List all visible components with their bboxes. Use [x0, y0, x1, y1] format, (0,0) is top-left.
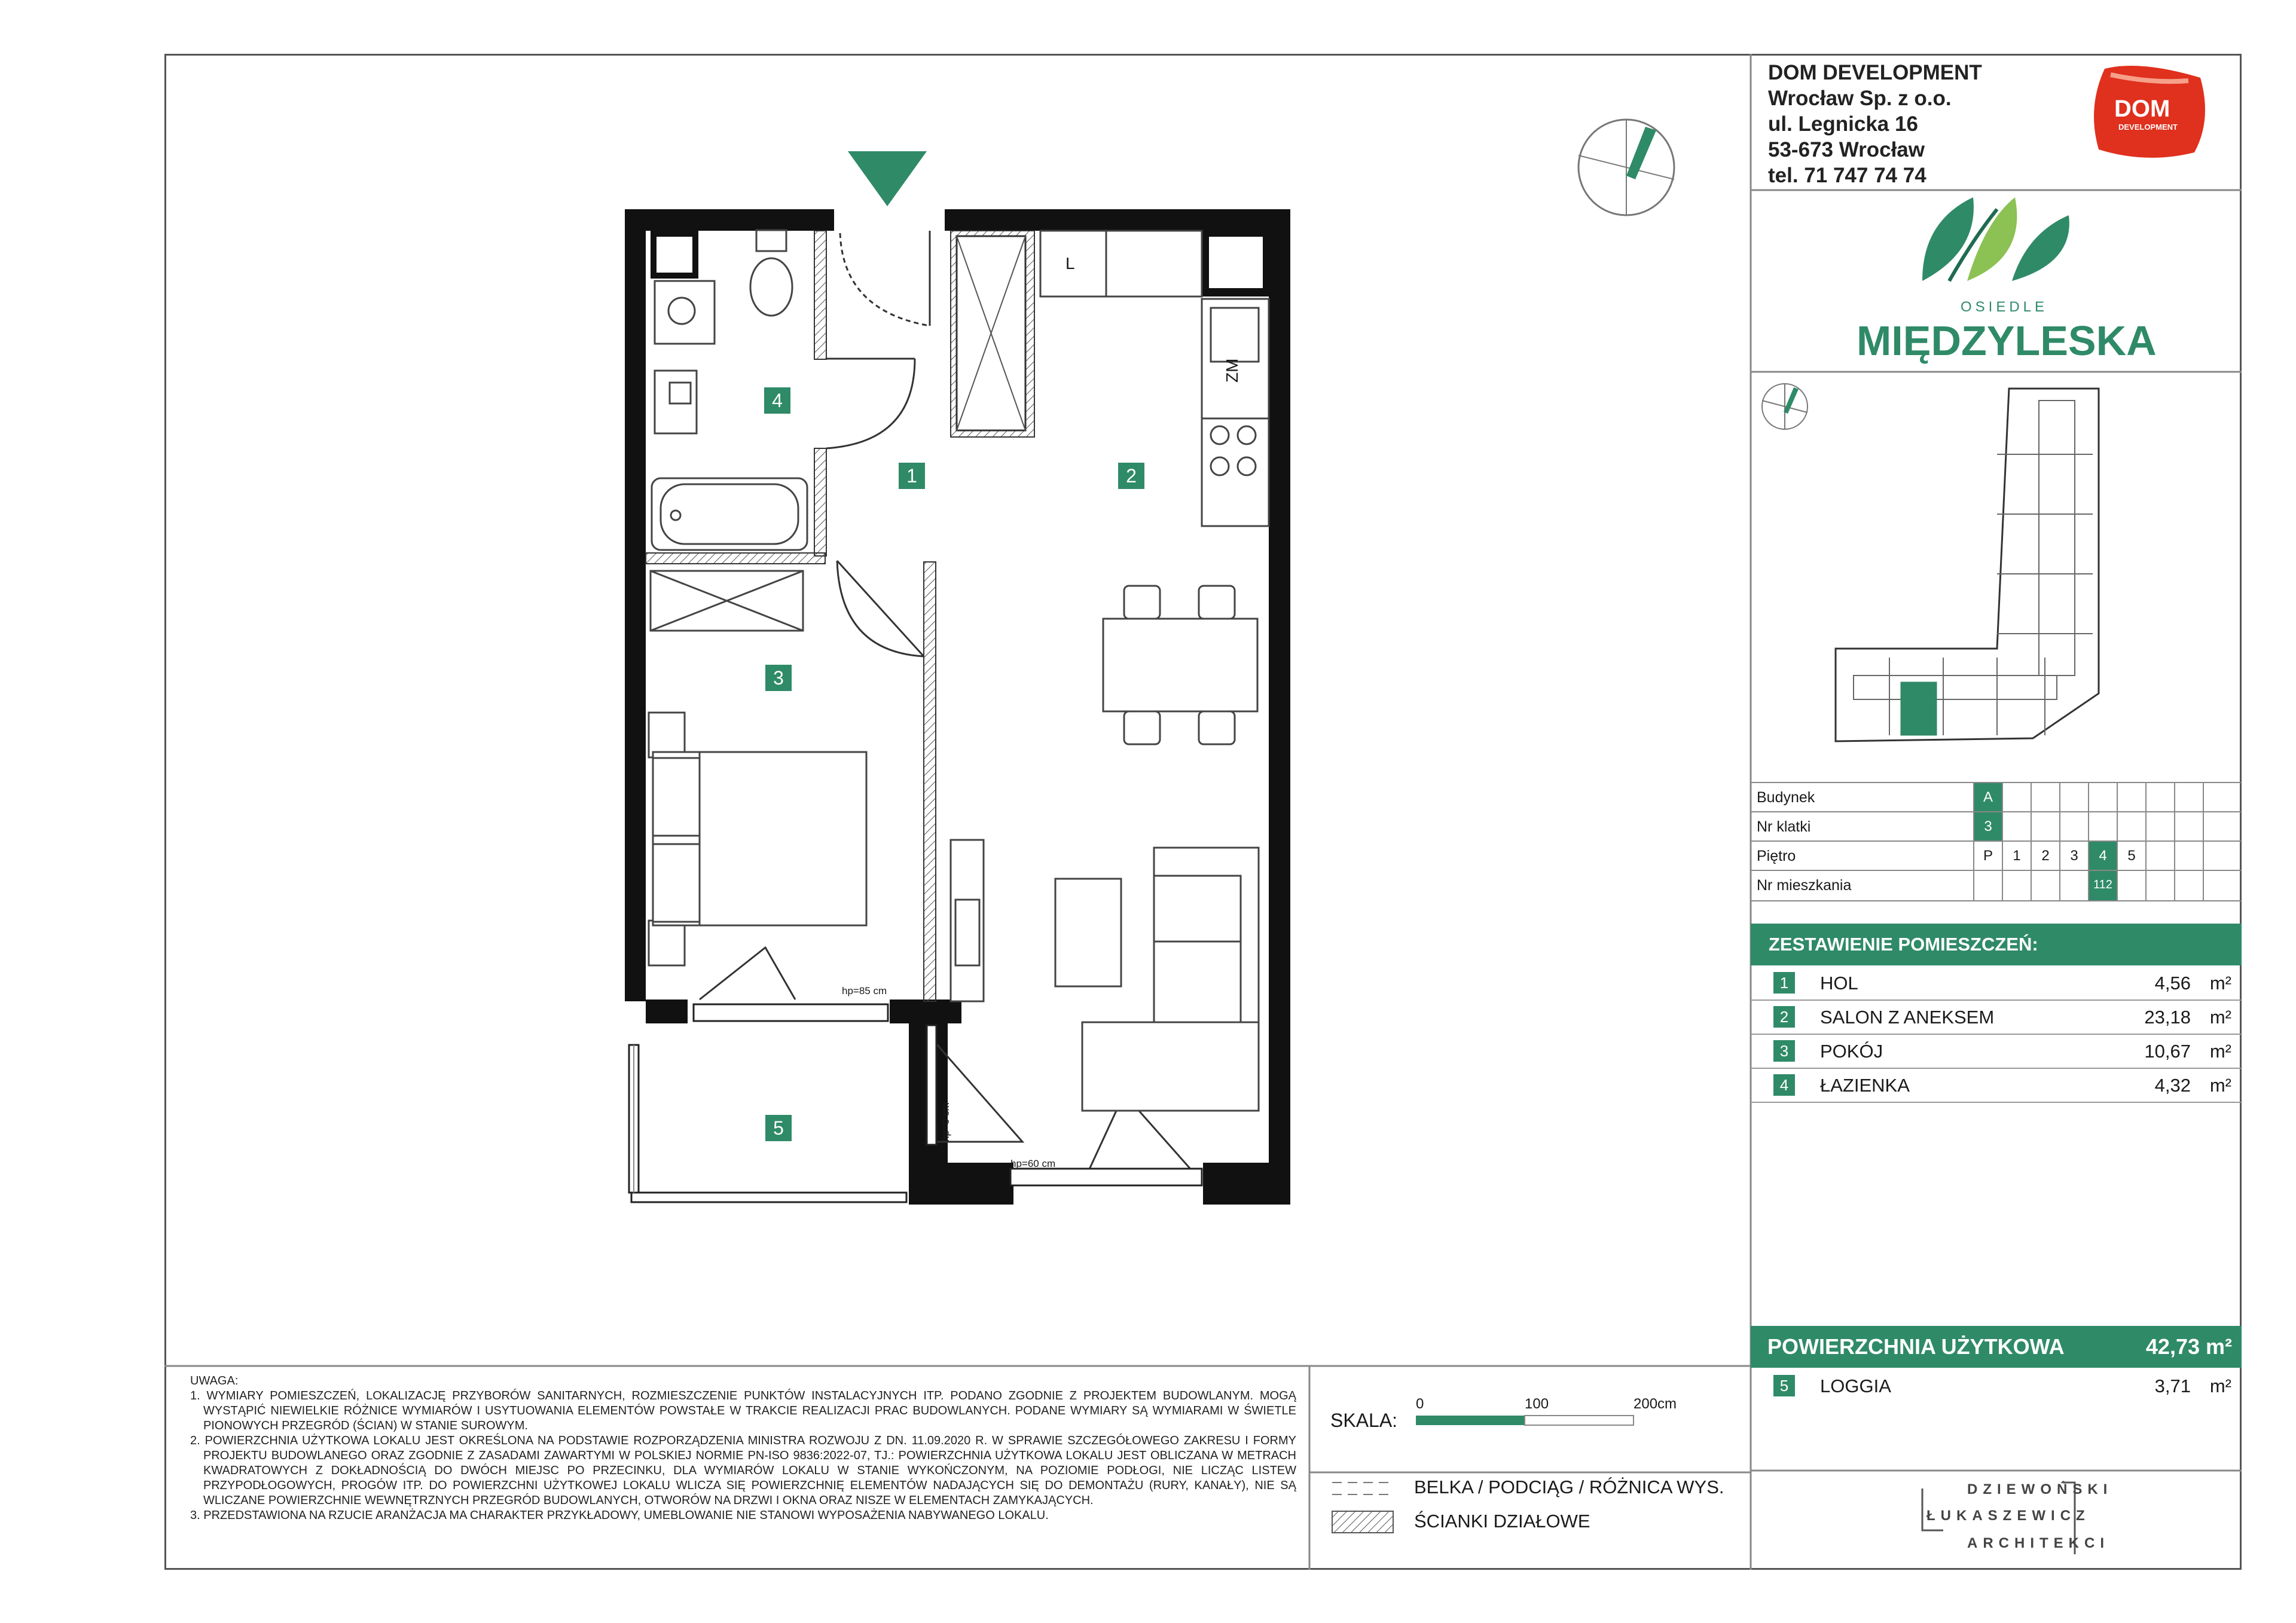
bathroom-fixtures	[651, 230, 807, 631]
loggia-row	[1751, 1369, 2241, 1402]
scale-label: SKALA:	[1330, 1410, 1398, 1431]
room-unit: m²	[2209, 1075, 2231, 1096]
company-city: 53-673 Wrocław	[1768, 138, 1925, 161]
key-plan	[1836, 389, 2099, 741]
company-phone: tel. 71 747 74 74	[1768, 164, 1926, 187]
legend-partition-label: ŚCIANKI DZIAŁOWE	[1414, 1511, 1590, 1532]
building-row	[1751, 782, 2241, 812]
staircase-row	[1751, 811, 2241, 842]
floor-option: P	[1973, 842, 2002, 871]
legend-swatches	[1332, 1483, 1393, 1533]
flat-value: 112	[2088, 871, 2117, 900]
estate-name: MIĘDZYLESKA	[1857, 317, 2157, 364]
notes-title: UWAGA:	[190, 1374, 239, 1387]
flat-label: Nr mieszkania	[1757, 877, 1852, 894]
rooms-title: ZESTAWIENIE POMIESZCZEŃ:	[1751, 924, 2242, 965]
tv-unit	[951, 840, 984, 1001]
usable-area-bar	[1751, 1326, 2242, 1368]
scale-tick-100: 100	[1525, 1396, 1549, 1412]
room-name: POKÓJ	[1820, 1041, 1883, 1062]
compass-small-icon	[1762, 384, 1808, 429]
room-row-1	[1751, 966, 2241, 1001]
company-street: ul. Legnicka 16	[1768, 112, 1918, 136]
room-unit: m²	[2209, 1041, 2231, 1062]
floor-option: 5	[2117, 842, 2145, 871]
dom-logo-subtext: DEVELOPMENT	[2118, 123, 2178, 132]
architect-line2: ŁUKASZEWICZ	[1926, 1508, 2090, 1524]
room-name: SALON Z ANEKSEM	[1820, 1007, 1995, 1028]
room-name: LOGGIA	[1820, 1376, 1891, 1396]
scale-tick-200: 200cm	[1634, 1396, 1677, 1412]
room-number: 1	[1773, 972, 1795, 994]
architect-line3: ARCHITEKCI	[1967, 1535, 2109, 1551]
room-unit: m²	[2209, 1376, 2231, 1396]
sofa	[1055, 848, 1259, 1111]
flat-row	[1751, 870, 2241, 901]
room-name: HOL	[1820, 973, 1858, 994]
room-number: 3	[1773, 1040, 1795, 1062]
room-number: 2	[1773, 1006, 1795, 1028]
room-number: 5	[1773, 1375, 1795, 1396]
floor-option: 1	[2002, 842, 2031, 871]
notes	[190, 1374, 1296, 1523]
note-item: 1. WYMIARY POMIESZCZEŃ, LOKALIZACJĘ PRZYBORÓW SANITARNYCH, ROZMIESZCZENIE PUNKTÓW INSTALACYJNYCH ITP. PODANO ZGODNIE Z PROJEKTEM BUDOWLANYM. MOGĄ WYSTĄPIĆ NIEWIELKIE RÓŻNICE WYMIARÓW I USYTUOWANIA ELEMENTÓW POWSTAŁE W TRAKCIE REALIZACJI PRAC BUDOWLANYCH. PODANE WYMIARY SĄ WYMIARAMI W ŚWIETLE PIONOWYCH PRZEGRÓD (ŚCIAN) W STANIE SUROWYM.	[190, 1389, 1296, 1432]
floor-label: Piętro	[1757, 848, 1796, 864]
room-tag-1: 1	[899, 463, 925, 489]
dishwasher-label: ZM	[1223, 358, 1241, 383]
note-item: 2. POWIERZCHNIA UŻYTKOWA LOKALU JEST OKREŚLONA NA PODSTAWIE ROZPORZĄDZENIA MINISTRA ROZWOJU Z DN. 11.09.2020 R. W SPRAWIE SZCZEGÓŁOWEGO ZAKRESU I FORMY PROJEKTU BUDOWLANEGO ORAZ ZGODNIE Z ZASADAMI ZAWARTYMI W POLSKIEJ NORMIE PN-ISO 9836:2022-07, TJ.: POWIERZCHNIA UŻYTKOWA LOKALU JEST OBLICZANA W METRACH KWADRATOWYCH Z DOKŁADNOŚCIĄ DO DWÓCH MIEJSC PO PRZECINKU, DLA WYMIARÓW LOKALU W STANIE WYKOŃCZONYM, NA POZIOMIE PODŁOGI, NIE LICZĄC LISTEW PRZYPODŁOGOWYCH, PROGÓW ITP. DO POWIERZCHNI UŻYTKOWEJ LOKALU WLICZA SIĘ POWIERZCHNIĘ ELEMENTÓW NADAJĄCYCH SIĘ DO DEMONTAŻU (RURY, KANAŁY), NIE SĄ WLICZANE POWIERZCHNIE WEWNĘTRZNYCH PRZEGRÓD BUDOWLANYCH, OTWORÓW NA DRZWI I OKNA ORAZ NISZE W ELEMENTACH ZAMYKAJĄCYCH.	[190, 1434, 1296, 1507]
dom-logo-text: DOM	[2114, 96, 2170, 122]
company-line2: Wrocław Sp. z o.o.	[1768, 87, 1952, 110]
room-row-2	[1751, 1000, 2241, 1035]
scale-tick-0: 0	[1416, 1396, 1424, 1412]
room-tag-5: 5	[765, 1115, 792, 1141]
fridge-label: L	[1065, 254, 1075, 273]
dining-set	[1103, 586, 1257, 744]
floor-option: 2	[2031, 842, 2059, 871]
sill-height-living: hp=60 cm	[1010, 1158, 1056, 1169]
room-name: ŁAZIENKA	[1820, 1075, 1910, 1096]
room-tag-4: 4	[764, 387, 790, 414]
floor-option-selected: 4	[2088, 842, 2117, 871]
room-area: 4,56	[2154, 973, 2191, 994]
compass-icon	[1578, 120, 1674, 215]
staircase-value: 3	[1973, 812, 2002, 842]
floor-option: 3	[2059, 842, 2088, 871]
usable-area-label: POWIERZCHNIA UŻYTKOWA	[1767, 1334, 2065, 1359]
staircase-label: Nr klatki	[1757, 818, 1811, 835]
note-item: 3. PRZEDSTAWIONA NA RZUCIE ARANŻACJA MA CHARAKTER PRZYKŁADOWY, UMEBLOWANIE NIE STANOWI WYPOSAŻENIA NABYWANEGO LOKALU.	[190, 1509, 1049, 1522]
company-name: DOM DEVELOPMENT	[1768, 61, 1982, 84]
room-area: 23,18	[2144, 1007, 2191, 1028]
room-number: 4	[1773, 1074, 1795, 1096]
company-address	[1768, 60, 1982, 188]
legend-beam-label: BELKA / PODCIĄG / RÓŻNICA WYS.	[1414, 1477, 1724, 1497]
room-row-4	[1751, 1068, 2241, 1103]
usable-area-value: 42,73 m²	[2145, 1334, 2232, 1359]
bed	[649, 713, 866, 965]
room-unit: m²	[2209, 973, 2231, 994]
sill-height-loggia: hp=0 cm	[940, 1102, 951, 1142]
room-tag-2: 2	[1118, 463, 1144, 489]
floor-row	[1751, 840, 2241, 871]
estate-logo-icon	[1922, 197, 2069, 281]
estate-small-label: OSIEDLE	[1960, 299, 2048, 315]
sill-height-bedroom: hp=85 cm	[842, 985, 887, 997]
building-label: Budynek	[1757, 789, 1815, 806]
room-area: 4,32	[2154, 1075, 2191, 1096]
room-area: 3,71	[2154, 1376, 2191, 1396]
entrance-arrow-icon	[848, 151, 927, 206]
scale-bar	[1416, 1416, 1634, 1425]
room-row-3	[1751, 1034, 2241, 1069]
building-value: A	[1973, 783, 2002, 812]
room-unit: m²	[2209, 1007, 2231, 1028]
room-area: 10,67	[2144, 1041, 2191, 1062]
room-tag-3: 3	[765, 665, 792, 691]
architect-line1: DZIEWOŃSKI	[1967, 1481, 2113, 1497]
